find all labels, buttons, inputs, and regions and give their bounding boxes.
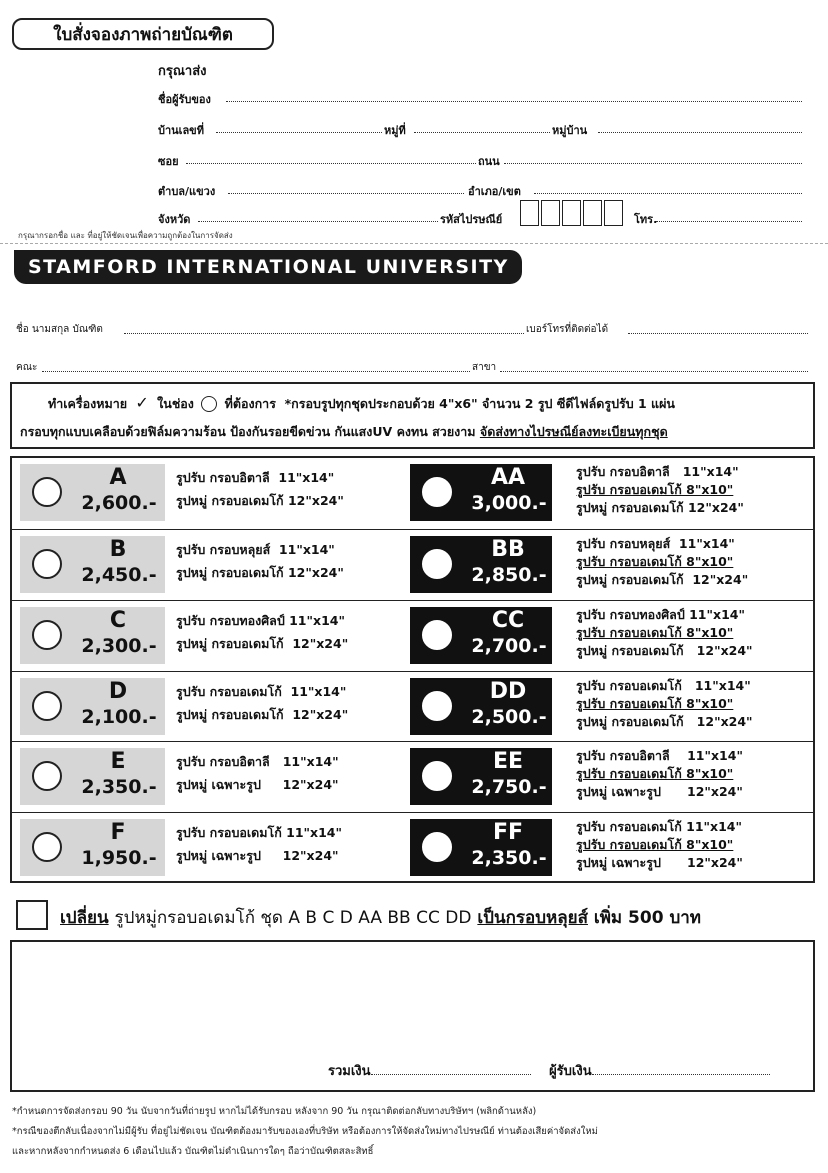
package-b-line-3: รูปหมู่ เฉพาะรูป 12"x24" <box>576 784 743 799</box>
package-b-tile <box>410 678 552 735</box>
package-b-radio[interactable] <box>422 620 452 650</box>
package-b-price: 3,000.- <box>471 492 547 514</box>
package-b-code: BB <box>491 537 525 562</box>
package-b-tile <box>410 819 552 876</box>
package-b-tile <box>410 464 552 521</box>
package-note: *กรอบรูปทุกชุดประกอบด้วย 4"x6" จำนวน 2 รูป ซีดีไฟล์ดรูปรับ 1 แผ่น <box>284 396 675 411</box>
subdistrict-field[interactable] <box>228 193 464 194</box>
package-a-price: 2,600.- <box>81 492 157 514</box>
lamination-note: กรอบทุกแบบเคลือบด้วยฟิล์มความร้อน ป้องกันรอยขีดข่วน กันแสงUV คงทน สวยงาม <box>20 424 476 439</box>
package-b-line-3: รูปหมู่ กรอบอเดมโก้ 12"x24" <box>576 500 744 515</box>
form-title: ใบสั่งจองภาพถ่ายบัณฑิต <box>12 18 274 50</box>
upgrade-baht: บาท <box>669 908 702 928</box>
upgrade-text <box>60 904 701 931</box>
package-b-line-3: รูปหมู่ เฉพาะรูป 12"x24" <box>576 855 743 870</box>
upgrade-middle: รูปหมู่กรอบอเดมโก้ ชุด A B C D AA BB CC DD <box>114 908 472 928</box>
package-b-price: 2,350.- <box>471 847 547 869</box>
package-a-radio[interactable] <box>32 477 62 507</box>
recipient-field[interactable] <box>226 101 802 102</box>
postal-digit-box[interactable] <box>583 200 602 226</box>
package-b-line-2: รูปรับ กรอบอเดมโก้ 8"x10" <box>576 766 734 781</box>
moo-label: หมู่ที่ <box>384 124 406 137</box>
receiver-label: ผู้รับเงิน <box>549 1064 592 1079</box>
package-a-price: 2,100.- <box>81 706 157 728</box>
package-a-line-2: รูปหมู่ เฉพาะรูป 12"x24" <box>176 777 339 792</box>
footnote-2: *กรณีของตีกลับเนื่องจากไม่มีผู้รับ ที่อยู่ไม่ชัดเจน บัณฑิตต้องมารับของเองที่บริษัท หรือต้องการให้จัดส่งใหม่ทางไปรษณีย์ ท่านต้องเสียค่าจัดส่งใหม่ <box>12 1126 598 1137</box>
address-note: กรุณากรอกชื่อ และ ที่อยู่ให้ชัดเจนเพื่อความถูกต้องในการจัดส่ง <box>18 231 233 240</box>
house-no-label: บ้านเลขที่ <box>158 124 204 137</box>
totals-box <box>10 940 815 1092</box>
package-a-line-2: รูปหมู่ เฉพาะรูป 12"x24" <box>176 848 339 863</box>
contact-phone-field[interactable] <box>628 333 808 334</box>
package-row <box>12 742 813 813</box>
in-box-text: ในช่อง <box>157 396 194 411</box>
package-a-radio[interactable] <box>32 691 62 721</box>
package-b-line-1: รูปรับ กรอบทองศิลป์ 11"x14" <box>576 607 745 622</box>
package-row <box>12 813 813 881</box>
district-label: อำเภอ/เขต <box>468 185 521 198</box>
subdistrict-label: ตำบล/แขวง <box>158 185 216 198</box>
package-b-line-2: รูปรับ กรอบอเดมโก้ 8"x10" <box>576 625 734 640</box>
phone-label: โทร. <box>634 213 658 226</box>
package-a-tile <box>20 536 165 593</box>
cut-line <box>0 243 828 244</box>
package-a-code: A <box>109 465 127 490</box>
packages-table <box>10 456 815 883</box>
circle-icon <box>201 396 217 412</box>
mark-text: ทำเครื่องหมาย <box>48 396 128 411</box>
receiver-field[interactable] <box>592 1074 770 1075</box>
postal-digit-box[interactable] <box>604 200 623 226</box>
package-a-line-2: รูปหมู่ กรอบอเดมโก้ 12"x24" <box>176 493 344 508</box>
package-a-tile <box>20 678 165 735</box>
package-b-line-3: รูปหมู่ กรอบอเดมโก้ 12"x24" <box>576 714 753 729</box>
faculty-label: คณะ <box>16 362 38 373</box>
package-b-line-2: รูปรับ กรอบอเดมโก้ 8"x10" <box>576 482 734 497</box>
package-b-radio[interactable] <box>422 477 452 507</box>
package-b-radio[interactable] <box>422 761 452 791</box>
graduate-name-label: ชื่อ นามสกุล บัณฑิต <box>16 324 103 335</box>
package-b-line-1: รูปรับ กรอบอิตาลี 11"x14" <box>576 748 743 763</box>
package-row <box>12 530 813 601</box>
package-b-line-1: รูปรับ กรอบอเดมโก้ 11"x14" <box>576 678 751 693</box>
package-b-radio[interactable] <box>422 832 452 862</box>
package-b-line-1: รูปรับ กรอบอิตาลี 11"x14" <box>576 464 739 479</box>
upgrade-to-louis: เป็นกรอบหลุยส์ <box>477 908 588 928</box>
package-b-price: 2,850.- <box>471 564 547 586</box>
package-b-tile <box>410 748 552 805</box>
package-b-code: FF <box>492 820 524 845</box>
total-label: รวมเงิน <box>328 1064 371 1079</box>
package-a-line-2: รูปหมู่ กรอบอเดมโก้ 12"x24" <box>176 636 349 651</box>
province-label: จังหวัด <box>158 213 191 226</box>
package-a-price: 1,950.- <box>81 847 157 869</box>
upgrade-change: เปลี่ยน <box>60 908 109 928</box>
package-b-price: 2,700.- <box>471 635 547 657</box>
package-b-code: AA <box>490 465 526 490</box>
package-a-line-1: รูปรับ กรอบอเดมโก้ 11"x14" <box>176 825 343 840</box>
package-a-code: E <box>110 749 126 774</box>
package-a-line-1: รูปรับ กรอบอเดมโก้ 11"x14" <box>176 684 347 699</box>
postal-code-boxes[interactable] <box>520 200 623 226</box>
package-a-radio[interactable] <box>32 549 62 579</box>
total-field[interactable] <box>371 1074 531 1075</box>
postal-digit-box[interactable] <box>562 200 581 226</box>
instructions-line-2 <box>20 422 668 442</box>
package-a-code: D <box>108 679 128 704</box>
soi-field[interactable] <box>186 163 476 164</box>
package-a-price: 2,300.- <box>81 635 157 657</box>
package-a-code: F <box>110 820 126 845</box>
village-field[interactable] <box>598 132 802 133</box>
package-b-radio[interactable] <box>422 691 452 721</box>
package-b-code: CC <box>491 608 525 633</box>
recipient-label: ชื่อผู้รับของ <box>158 93 211 106</box>
package-a-line-2: รูปหมู่ กรอบอเดมโก้ 12"x24" <box>176 707 349 722</box>
package-b-price: 2,750.- <box>471 776 547 798</box>
package-a-code: B <box>109 537 127 562</box>
package-b-line-1: รูปรับ กรอบหลุยส์ 11"x14" <box>576 536 735 551</box>
instructions-box <box>10 382 815 449</box>
registered-mail-note: จัดส่งทางไปรษณีย์ลงทะเบียนทุกชุด <box>479 424 668 439</box>
package-a-price: 2,350.- <box>81 776 157 798</box>
postal-digit-box[interactable] <box>520 200 539 226</box>
package-a-radio[interactable] <box>32 832 62 862</box>
university-banner: STAMFORD INTERNATIONAL UNIVERSITY <box>14 250 522 284</box>
village-label: หมู่บ้าน <box>552 124 588 137</box>
moo-field[interactable] <box>414 132 550 133</box>
soi-label: ซอย <box>158 155 179 168</box>
package-a-tile <box>20 819 165 876</box>
major-field[interactable] <box>500 371 808 372</box>
road-label: ถนน <box>478 155 500 168</box>
faculty-field[interactable] <box>42 371 470 372</box>
package-a-line-1: รูปรับ กรอบหลุยส์ 11"x14" <box>176 542 335 557</box>
postal-code-label: รหัสไปรษณีย์ <box>440 213 503 226</box>
package-b-line-1: รูปรับ กรอบอเดมโก้ 11"x14" <box>576 819 743 834</box>
instructions-line-1 <box>48 393 675 414</box>
package-b-line-2: รูปรับ กรอบอเดมโก้ 8"x10" <box>576 696 734 711</box>
package-b-line-2: รูปรับ กรอบอเดมโก้ 8"x10" <box>576 554 734 569</box>
package-b-line-2: รูปรับ กรอบอเดมโก้ 8"x10" <box>576 837 734 852</box>
send-to-heading: กรุณาส่ง <box>158 64 207 79</box>
wanted-text: ที่ต้องการ <box>224 396 276 411</box>
package-b-code: EE <box>492 749 524 774</box>
district-field[interactable] <box>534 193 802 194</box>
package-row <box>12 672 813 742</box>
package-a-radio[interactable] <box>32 761 62 791</box>
province-field[interactable] <box>198 221 438 222</box>
package-b-price: 2,500.- <box>471 706 547 728</box>
package-a-code: C <box>109 608 127 633</box>
package-b-line-3: รูปหมู่ กรอบอเดมโก้ 12"x24" <box>576 572 749 587</box>
package-a-line-2: รูปหมู่ กรอบอเดมโก้ 12"x24" <box>176 565 344 580</box>
package-a-radio[interactable] <box>32 620 62 650</box>
package-a-tile <box>20 748 165 805</box>
package-a-price: 2,450.- <box>81 564 157 586</box>
package-a-line-1: รูปรับ กรอบทองศิลป์ 11"x14" <box>176 613 345 628</box>
package-b-code: DD <box>489 679 527 704</box>
package-a-line-1: รูปรับ กรอบอิตาลี 11"x14" <box>176 470 335 485</box>
road-field[interactable] <box>504 163 802 164</box>
check-icon: ✓ <box>135 393 149 412</box>
upgrade-add: เพิ่ม <box>593 908 623 928</box>
graduate-name-field[interactable] <box>124 333 524 334</box>
house-no-field[interactable] <box>216 132 382 133</box>
package-b-tile <box>410 536 552 593</box>
major-label: สาขา <box>472 362 497 373</box>
package-row <box>12 601 813 672</box>
package-a-tile <box>20 607 165 664</box>
phone-field[interactable] <box>656 221 802 222</box>
upgrade-amount: 500 <box>628 908 664 928</box>
contact-phone-label: เบอร์โทรที่ติดต่อได้ <box>526 324 609 335</box>
package-b-line-3: รูปหมู่ กรอบอเดมโก้ 12"x24" <box>576 643 753 658</box>
footnote-3: และหากหลังจากกำหนดส่ง 6 เดือนไปแล้ว บัณฑิตไม่ดำเนินการใดๆ ถือว่าบัณฑิตสละสิทธิ์ <box>12 1146 374 1157</box>
package-a-line-1: รูปรับ กรอบอิตาลี 11"x14" <box>176 754 339 769</box>
package-a-tile <box>20 464 165 521</box>
footnote-1: *กำหนดการจัดส่งกรอบ 90 วัน นับจากวันที่ถ่ายรูป หากไม่ได้รับกรอบ หลังจาก 90 วัน กรุณาติดต่อกลับทางบริษัทฯ (พลิกด้านหลัง) <box>12 1106 537 1117</box>
package-b-radio[interactable] <box>422 549 452 579</box>
postal-digit-box[interactable] <box>541 200 560 226</box>
upgrade-checkbox[interactable] <box>16 900 48 930</box>
totals-row <box>328 1060 770 1081</box>
package-row <box>12 458 813 530</box>
package-b-tile <box>410 607 552 664</box>
